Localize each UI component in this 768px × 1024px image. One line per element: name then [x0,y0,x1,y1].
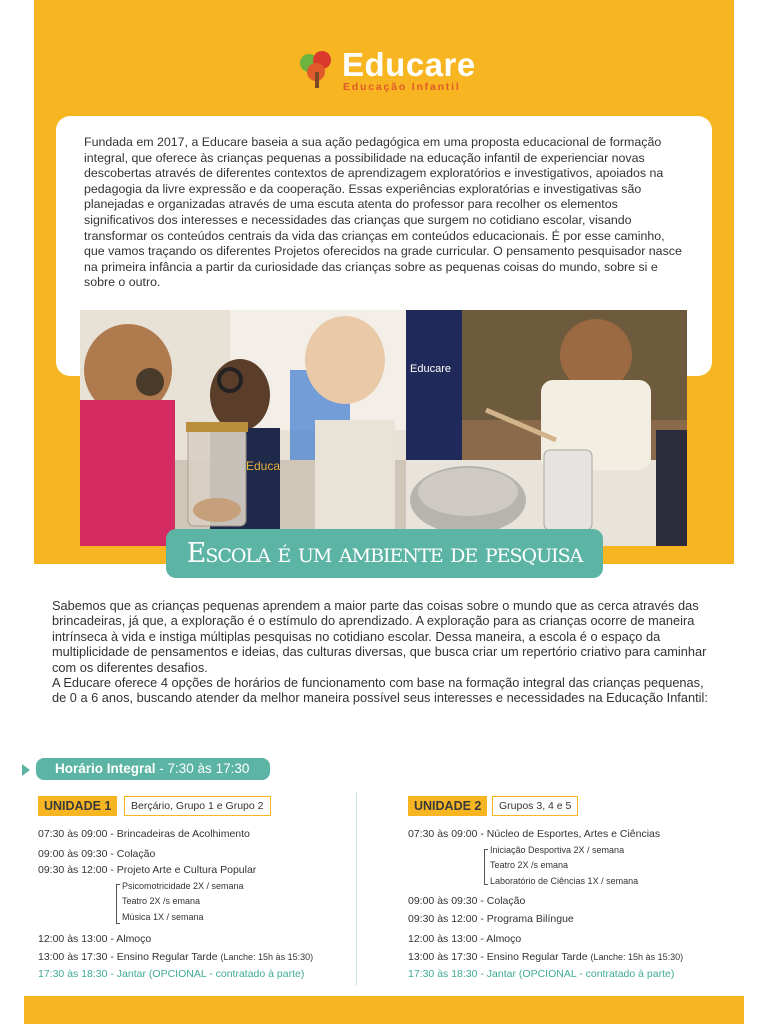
unit1-subitem: Música 1X / semana [122,912,204,922]
unit2-item: 09:00 às 09:30 - Colação [408,895,526,907]
shirt-logo-right: Educare [410,363,451,375]
unit2-lanche: (Lanche: 15h às 15:30) [590,952,684,962]
column-divider [356,792,357,986]
unit2-subitem: Iniciação Desportiva 2X / semana [490,845,625,855]
unit1-item: 12:00 às 13:00 - Almoço [38,933,152,945]
unit2-jantar: 17:30 às 18:30 - Jantar (OPCIONAL - contratado à parte) [408,968,675,980]
unit2-subitem: Teatro 2X /s emana [490,860,569,870]
unit2-label: UNIDADE 2 [408,796,487,816]
unit2-tarde-text: 13:00 às 17:30 - Ensino Regular Tarde [408,951,588,963]
horario-integral-pill [36,758,270,780]
unit1-item: 09:30 às 12:00 - Projeto Arte e Cultura Popular [38,864,257,876]
intro-paragraph: Fundada em 2017, a Educare baseia a sua ação pedagógica em uma proposta educacional de formação integral, que oferece às crianças pequenas a possibilidade na educação infantil de experienciar novas descobertas através de diferentes contextos de aprendizagem exploratórios e investigativos, apoiados na pedagogia da livre expressão e da cooperação. Essas experiências exploratórias e investigativas são planejadas e organizadas através de uma escuta atenta do professor para recolher os elementos significativos dos interesses e necessidades das crianças que surgem no cotidiano escolar, visando transformar os conteúdos centrais da vida das crianças em conteúdos educacionais. É por esse caminho, que vamos traçando os diferentes Projetos oferecidos na grade curricular. O pensamento pesquisador nasce na primeira infância a partir da curiosidade das crianças sobre as pequenas coisas do mundo, sobre si e sobre o outro. [84,135,682,290]
educare-logo [296,48,486,96]
unit2-item: 12:00 às 13:00 - Almoço [408,933,522,945]
unit1-label: UNIDADE 1 [38,796,117,816]
unit2-tarde [408,951,683,963]
unit1-item: 09:00 às 09:30 - Colação [38,848,156,860]
unit2-subitem: Laboratório de Ciências 1X / semana [490,876,639,886]
brand-name: Educare [342,46,476,83]
section-banner [166,529,603,578]
tree-icon [296,48,340,92]
footer-band [24,996,744,1024]
shirt-logo-left: Educa [246,459,281,473]
photo-child-with-spoon [406,310,687,546]
play-arrow-icon [22,764,30,776]
photo-children-magnifier [80,310,406,546]
unit1-lanche: (Lanche: 15h às 15:30) [220,952,314,962]
unit1-jantar: 17:30 às 18:30 - Jantar (OPCIONAL - contratado à parte) [38,968,305,980]
body-paragraph-2: A Educare oferece 4 opções de horários de funcionamento com base na formação integral das crianças pequenas, de 0 a 6 anos, buscando atender da melhor maneira possível seus interesses e necessidades na Educação Infantil: [52,675,708,706]
unit2-item: 07:30 às 09:00 - Núcleo de Esportes, Artes e Ciências [408,828,661,840]
unit1-subitem: Psicomotricidade 2X / semana [122,881,244,891]
bracket [116,884,120,924]
unit1-tarde [38,951,313,963]
unit1-subitem: Teatro 2X /s emana [122,896,201,906]
banner-title: Escola é um ambiente de pesquisa [186,538,583,569]
unit1-groups: Berçário, Grupo 1 e Grupo 2 [124,796,271,816]
unit1-tarde-text: 13:00 às 17:30 - Ensino Regular Tarde [38,951,218,963]
unit1-item: 07:30 às 09:00 - Brincadeiras de Acolhimento [38,828,250,840]
horario-time: - 7:30 às 17:30 [155,761,250,776]
body-paragraph-1: Sabemos que as crianças pequenas aprendem a maior parte das coisas sobre o mundo que as cerca através das brincadeiras, já que, a exploração é o estímulo do aprendizado. A exploração para as crianças ocorre de maneira intrínseca à vida e instiga múltiplas pesquisas no cotidiano escolar. Dessa maneira, a escola é o espaço da multiplicidade de pensamentos e ideias, das culturas diversas, que busca criar um repertório criativo para caminhar com os diferentes desafios. [52,598,707,675]
brand-tagline: Educação Infantil [343,81,461,93]
body-text [52,598,720,706]
bracket [484,849,488,885]
horario-label: Horário Integral [55,761,156,776]
unit2-item: 09:30 às 12:00 - Programa Bilíngue [408,913,574,925]
unit2-groups: Grupos 3, 4 e 5 [492,796,578,816]
